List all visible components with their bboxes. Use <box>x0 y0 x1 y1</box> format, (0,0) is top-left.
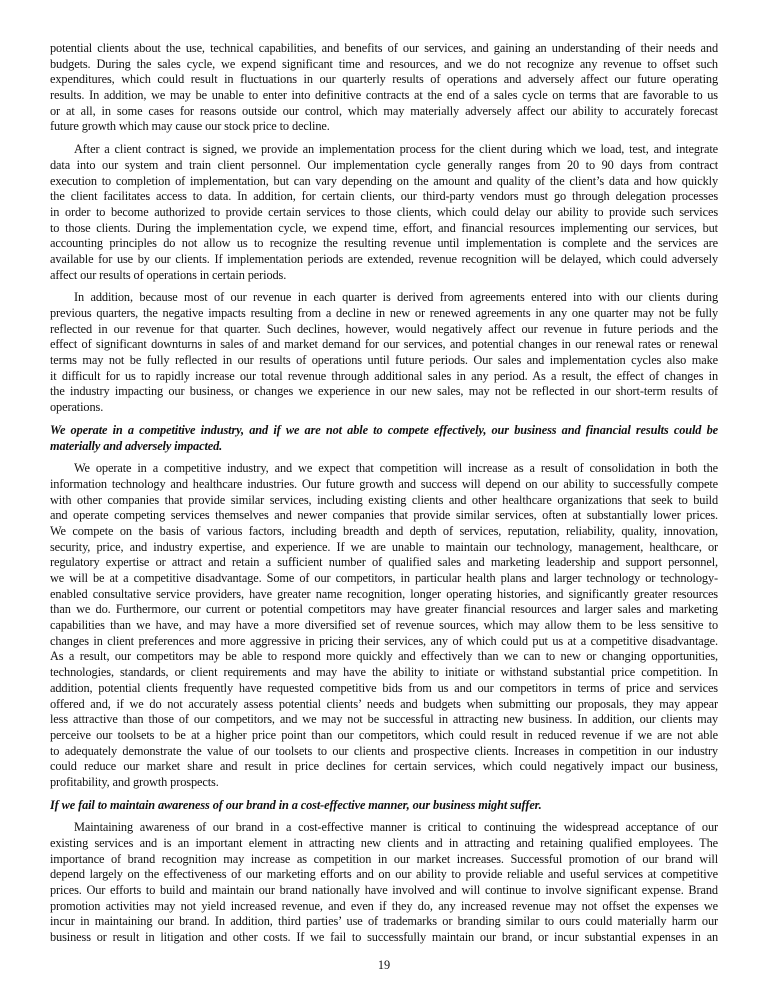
text-line: importance of brand recognition may increase as competition in our market increases. Successful promotion of our brand will <box>50 851 718 866</box>
text-line: terms may not be fully reflected in our results of operations until future periods. Our sales and implementation cycles also make <box>50 353 718 368</box>
text-line: previous quarters, the negative impacts resulting from a decline in new or renewed agreements in any one quarter may not be fully <box>50 306 718 320</box>
text-line: less attractive than those of our competitors, and we may not be successful in attracting new business. In addition, our clients may <box>50 712 718 727</box>
text-line: than we do. Furthermore, our current or potential competitors may have greater financial resources and larger sales and marketing <box>50 602 718 617</box>
text-line: future growth which may cause our stock price to decline. <box>50 119 330 134</box>
text-line: effect of significant downturns in sales of and market demand for our services, and potential changes in our renewal rates or renewal <box>50 337 718 352</box>
text-line: In addition, because most of our revenue in each quarter is derived from agreements entered into with our clients during <box>74 290 718 305</box>
paragraph <box>50 41 718 135</box>
text-line: available for use by our clients. If implementation periods are extended, revenue recognition will be delayed, which could adversely <box>50 251 718 266</box>
text-line: regulatory expertise or attract and retain a sufficient number of qualified sales and marketing leadership and support personnel, <box>50 555 718 570</box>
text-line: we will be at a competitive disadvantage. Some of our competitors, in particular health plans and larger technology or technology- <box>50 571 718 585</box>
paragraph <box>50 820 718 946</box>
text-line: technologies, standards, or client requirements and may have the ability to initiate or withstand substantial price competition. In <box>50 665 718 680</box>
text-line: operations. <box>50 400 104 415</box>
text-line: reflected in our revenue for that quarter. Such declines, however, would negatively affect our revenue in future periods and the <box>50 321 718 336</box>
text-line: offered and, if we do not accurately assess potential clients’ needs and budgets when submitting our proposals, they may appear <box>50 696 718 711</box>
text-line: to adequately demonstrate the value of our toolsets to our clients and prospective clients. Increases in competition in our industry <box>50 743 718 758</box>
paragraph <box>50 461 718 790</box>
text-line: We operate in a competitive industry, and we expect that competition will increase as a result of consolidation in both the <box>74 461 718 476</box>
text-line: data into our system and train client personnel. Our implementation cycle generally ranges from 20 to 90 days from contract <box>50 157 718 172</box>
text-line: results. In addition, we may be unable to enter into definitive contracts at the end of a sales cycle on terms that are favorable to us <box>50 88 718 103</box>
text-line: prices. Our efforts to build and maintain our brand nationally have involved and will continue to involve significant expense. Brand <box>50 883 718 898</box>
text-line: existing services and is an important element in attracting new clients and in attracting and retaining qualified employees. The <box>50 836 718 850</box>
text-line: it difficult for us to rapidly increase our total revenue through additional sales in any period. As a result, the effect of changes in <box>50 368 718 383</box>
text-line: addition, potential clients frequently have requested competitive bids from us and our competitors in terms of price and services <box>50 680 718 695</box>
text-line: execution to completion of implementation, but can vary depending on the amount and quality of the client’s data and how quickly <box>50 173 718 188</box>
text-line: to those clients. During the implementation cycle, we expend time, effort, and financial resources implementing our services, but <box>50 220 718 235</box>
text-line: capabilities than we have, and may have a more diversified set of revenue sources, which may allow them to be less sensitive to <box>50 618 718 633</box>
text-line: business or result in litigation and other costs. If we fail to successfully maintain our brand, or incur substantial expenses in an <box>50 930 718 945</box>
text-line: After a client contract is signed, we provide an implementation process for the client during which we load, test, and integrate <box>74 142 718 157</box>
text-line: security, price, and industry expertise, and experience. If we are unable to maintain our technology, management, healthcare, or <box>50 539 718 554</box>
text-line: changes in client preferences and more aggressive in pricing their services, any of which could put us at a competitive disadvantage. <box>50 633 718 648</box>
text-line: enabled consultative service providers, have greater name recognition, longer operating histories, and significantly greater resources <box>50 586 718 601</box>
text-line: We compete on the basis of various factors, including breadth and depth of services, reputation, reliability, quality, innovation, <box>50 523 718 538</box>
text-line: expenditures, which could result in fluctuations in our quarterly results of operations and adversely affect our future operating <box>50 72 718 87</box>
text-line: We operate in a competitive industry, and if we are not able to compete effectively, our business and financial results could be <box>50 422 718 437</box>
text-line: information technology and healthcare industries. Our future growth and success will depend on our ability to successfully compete <box>50 476 718 491</box>
text-line: If we fail to maintain awareness of our brand in a cost-effective manner, our business might suffer. <box>50 797 542 812</box>
section-heading <box>50 798 718 814</box>
text-line: and operate competing services themselves and newer companies that provide similar services, often at substantially lower prices. <box>50 508 718 523</box>
text-line: incur in maintaining our brand. In addition, third parties’ use of trademarks or branding similar to ours could materially harm our <box>50 914 718 929</box>
text-line: perceive our toolsets to be at a higher price point than our competitors, which could result in reduced revenue if we are not able <box>50 727 718 742</box>
text-line: accounting principles do not allow us to recognize the resulting revenue until implementation is complete and the services are <box>50 236 718 251</box>
text-line: As a result, our competitors may be able to respond more quickly and effectively than we can to new or changing opportunities, <box>50 649 718 664</box>
text-line: promotion activities may not yield increased revenue, and even if they do, any increased revenue may not offset the expenses we <box>50 898 718 913</box>
text-line: depend largely on the effectiveness of our marketing efforts and on our ability to provide reliable and useful services at competitive <box>50 867 718 882</box>
text-line: Maintaining awareness of our brand in a cost-effective manner is critical to continuing the widespread acceptance of our <box>74 820 718 835</box>
text-line: potential clients about the use, technical capabilities, and benefits of our services, and gaining an understanding of their needs and <box>50 41 718 55</box>
text-line: or at all, in some cases for reasons outside our control, which may materially adversely affect our ability to accurately forecast <box>50 103 718 118</box>
text-line: the client facilitates access to data. In addition, for certain clients, our third-party vendors must go through delegation processes <box>50 189 718 204</box>
text-line: affect our results of operations in certain periods. <box>50 267 287 282</box>
text-line: in order to become authorized to provide certain services to those clients, which could delay our ability to provide such services <box>50 204 718 219</box>
paragraph <box>50 142 718 283</box>
text-line: budgets. During the sales cycle, we expend significant time and resources, and we do not recognize any revenue to offset such <box>50 56 718 71</box>
document-body <box>50 41 718 953</box>
text-line: materially and adversely impacted. <box>50 438 223 453</box>
paragraph <box>50 290 718 416</box>
section-heading <box>50 423 718 454</box>
text-line: with other companies that provide similar services, including existing clients and other healthcare organizations that seek to build <box>50 492 718 507</box>
text-line: profitability, and growth prospects. <box>50 774 219 789</box>
text-line: the industry impacting our business, or changes we experience in our new sales, may not be reflected in our short-term results of <box>50 384 718 399</box>
text-line: could reduce our market share and result in price declines for certain services, which could negatively impact our business, <box>50 759 718 774</box>
page-number: 19 <box>377 958 391 972</box>
